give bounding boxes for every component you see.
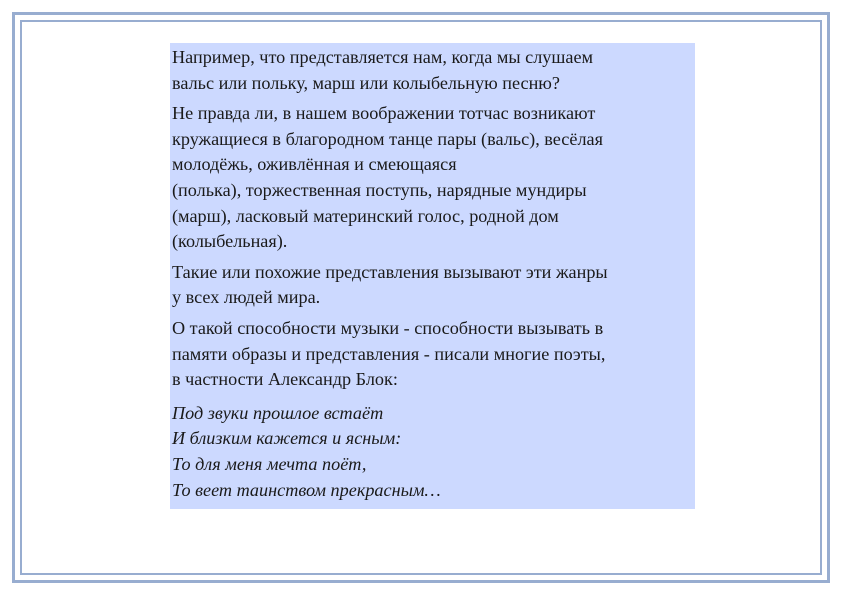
text-line: (полька), торжественная поступь, нарядные мундиры	[172, 179, 587, 200]
text-line: (марш), ласковый материнский голос, родной дом	[172, 205, 559, 226]
text-line: молодёжь, оживлённая и смеющаяся	[172, 154, 457, 175]
paragraph-3	[172, 260, 693, 311]
poem-line: То для меня мечта поёт,	[172, 453, 367, 474]
text-line: Не правда ли, в нашем воображении тотчас возникают	[172, 103, 596, 124]
paragraph-1	[172, 45, 693, 96]
poem-line: И близким кажется и ясным:	[172, 428, 402, 449]
poem-line: Под звуки прошлое встаёт	[172, 402, 384, 423]
poem-line: То веет таинством прекрасным…	[172, 479, 441, 500]
text-line: памяти образы и представления - писали многие поэты,	[172, 343, 606, 364]
text-line: Например, что представляется нам, когда мы слушаем	[172, 47, 594, 67]
paragraph-2	[172, 101, 693, 255]
text-line: кружащиеся в благородном танце пары (вальс), весёлая	[172, 128, 603, 149]
text-line: Такие или похожие представления вызывают эти жанры	[172, 261, 608, 282]
paragraph-4	[172, 316, 693, 393]
poem-quote	[172, 401, 693, 503]
text-block	[170, 43, 695, 509]
text-line: у всех людей мира.	[172, 287, 321, 308]
text-line: вальс или польку, марш или колыбельную песню?	[172, 72, 560, 93]
text-line: (колыбельная).	[172, 231, 288, 252]
text-line: в частности Александр Блок:	[172, 369, 398, 390]
text-line: О такой способности музыки - способности вызывать в	[172, 317, 604, 338]
